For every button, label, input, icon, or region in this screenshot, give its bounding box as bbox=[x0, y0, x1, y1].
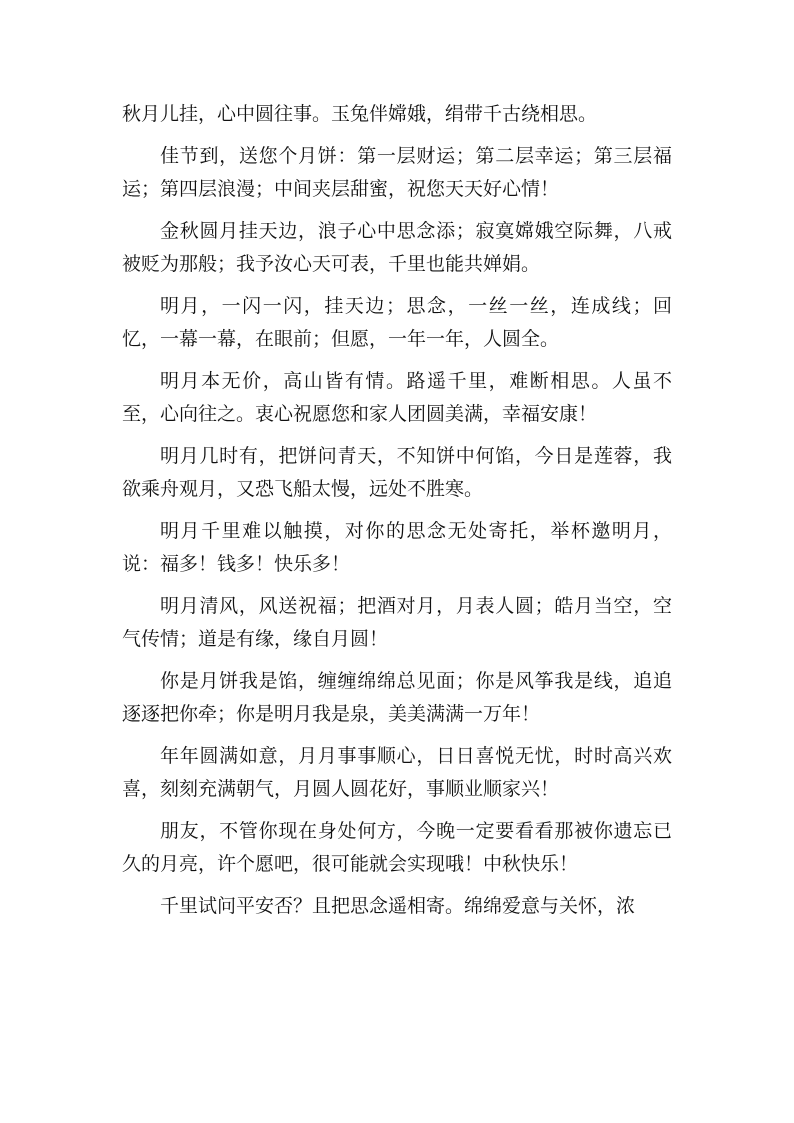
paragraph-10: 年年圆满如意，月月事事顺心，日日喜悦无忧，时时高兴欢喜，刻刻充满朝气，月圆人圆花好，事顺业顺家兴！ bbox=[122, 745, 672, 800]
paragraph-11: 朋友，不管你现在身处何方，今晚一定要看看那被你遗忘已久的月亮，许个愿吧，很可能就会实现哦！中秋快乐！ bbox=[122, 820, 672, 875]
paragraph-2: 佳节到，送您个月饼：第一层财运；第二层幸运；第三层福运；第四层浪漫；中间夹层甜蜜，祝您天天好心情！ bbox=[122, 145, 672, 200]
paragraph-4: 明月，一闪一闪，挂天边；思念，一丝一丝，连成线；回忆，一幕一幕，在眼前；但愿，一年一年，人圆全。 bbox=[122, 295, 672, 350]
paragraph-1: 秋月儿挂，心中圆往事。玉兔伴嫦娥，绢带千古绕相思。 bbox=[122, 103, 598, 125]
paragraph-3: 金秋圆月挂天边，浪子心中思念添；寂寞嫦娥空际舞，八戒被贬为那般；我予汝心天可表，千里也能共婵娟。 bbox=[122, 220, 672, 275]
paragraph-7: 明月千里难以触摸，对你的思念无处寄托，举杯邀明月，说：福多！钱多！快乐多！ bbox=[122, 520, 672, 575]
paragraph-12: 千里试问平安否？且把思念遥相寄。绵绵爱意与关怀，浓 bbox=[160, 895, 636, 917]
paragraph-5: 明月本无价，高山皆有情。路遥千里，难断相思。人虽不至，心向往之。衷心祝愿您和家人团圆美满，幸福安康！ bbox=[122, 370, 672, 425]
paragraph-9: 你是月饼我是馅，缠缠绵绵总见面；你是风筝我是线，追追逐逐把你牵；你是明月我是泉，美美满满一万年！ bbox=[122, 670, 672, 725]
paragraph-8: 明月清风，风送祝福；把酒对月，月表人圆；皓月当空，空气传情；道是有缘，缘自月圆！ bbox=[122, 595, 672, 650]
document-body bbox=[122, 98, 672, 932]
paragraph-6: 明月几时有，把饼问青天，不知饼中何馅，今日是莲蓉，我欲乘舟观月，又恐飞船太慢，远处不胜寒。 bbox=[122, 445, 672, 500]
